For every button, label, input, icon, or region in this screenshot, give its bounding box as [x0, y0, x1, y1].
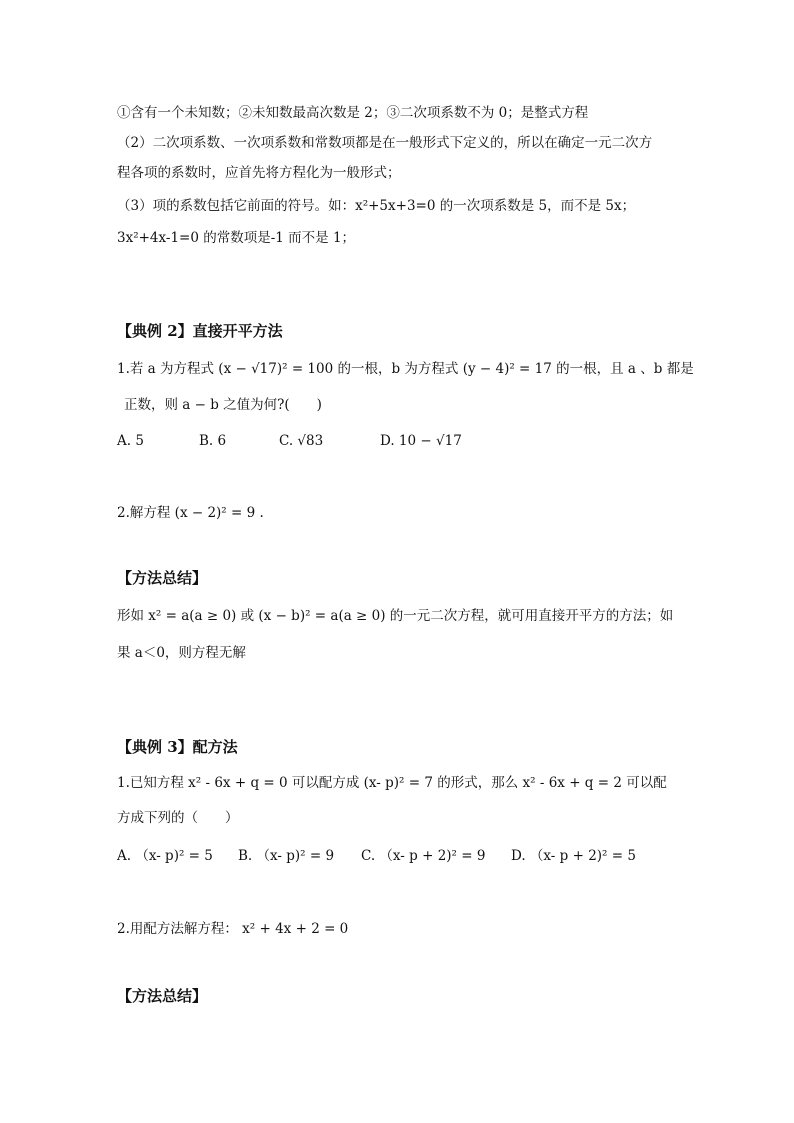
- summary-1-line-2: 果 a＜0，则方程无解: [117, 645, 246, 661]
- intro-line-5: 3x²+4x-1=0 的常数项是-1 而不是 1；: [117, 230, 356, 246]
- example-2-option-a: A. 5: [117, 433, 144, 449]
- summary-2-heading: 【方法总结】: [117, 987, 208, 1005]
- example-2-heading: 【典例 2】直接开平方法: [117, 322, 283, 340]
- intro-line-1: ①含有一个未知数；②未知数最高次数是 2；③二次项系数不为 0；是整式方程: [117, 105, 589, 121]
- example-3-question-2: 2.用配方法解方程： x² + 4x + 2 = 0: [117, 921, 349, 937]
- example-2-question-1-line-1: 1.若 a 为方程式 (x − √17)² = 100 的一根，b 为方程式 (y − 4)² = 17 的一根，且 a 、b 都是: [117, 361, 694, 377]
- example-2-question-1-line-2: 正数，则 a − b 之值为何?( ): [124, 397, 322, 413]
- intro-line-4: （3）项的系数包括它前面的符号。如：x²+5x+3=0 的一次项系数是 5，而不是 5x；: [117, 198, 636, 214]
- example-2-option-d: D. 10 − √17: [380, 433, 462, 449]
- example-3-question-1-line-1: 1.已知方程 x² - 6x + q = 0 可以配方成 (x- p)² = 7 的形式，那么 x² - 6x + q = 2 可以配: [117, 775, 667, 791]
- intro-line-3: 程各项的系数时，应首先将方程化为一般形式；: [117, 165, 401, 181]
- example-2-option-b: B. 6: [199, 433, 227, 449]
- summary-1-line-1: 形如 x² = a(a ≥ 0) 或 (x − b)² = a(a ≥ 0) 的一元二次方程，就可用直接开平方的方法；如: [117, 608, 674, 624]
- example-2-option-c: C. √83: [279, 433, 324, 449]
- intro-line-2: （2）二次项系数、一次项系数和常数项都是在一般形式下定义的，所以在确定一元二次方: [117, 135, 653, 151]
- example-3-option-a: A. （x- p)² = 5: [117, 848, 213, 864]
- example-3-question-1-line-2: 方成下列的（ ）: [117, 810, 239, 826]
- example-2-question-2: 2.解方程 (x − 2)² = 9 .: [117, 505, 264, 521]
- example-3-heading: 【典例 3】配方法: [117, 738, 238, 756]
- summary-1-heading: 【方法总结】: [117, 569, 208, 587]
- example-3-option-d: D. （x- p + 2)² = 5: [511, 848, 636, 864]
- example-3-option-b: B. （x- p)² = 9: [238, 848, 335, 864]
- example-3-option-c: C. （x- p + 2)² = 9: [361, 848, 486, 864]
